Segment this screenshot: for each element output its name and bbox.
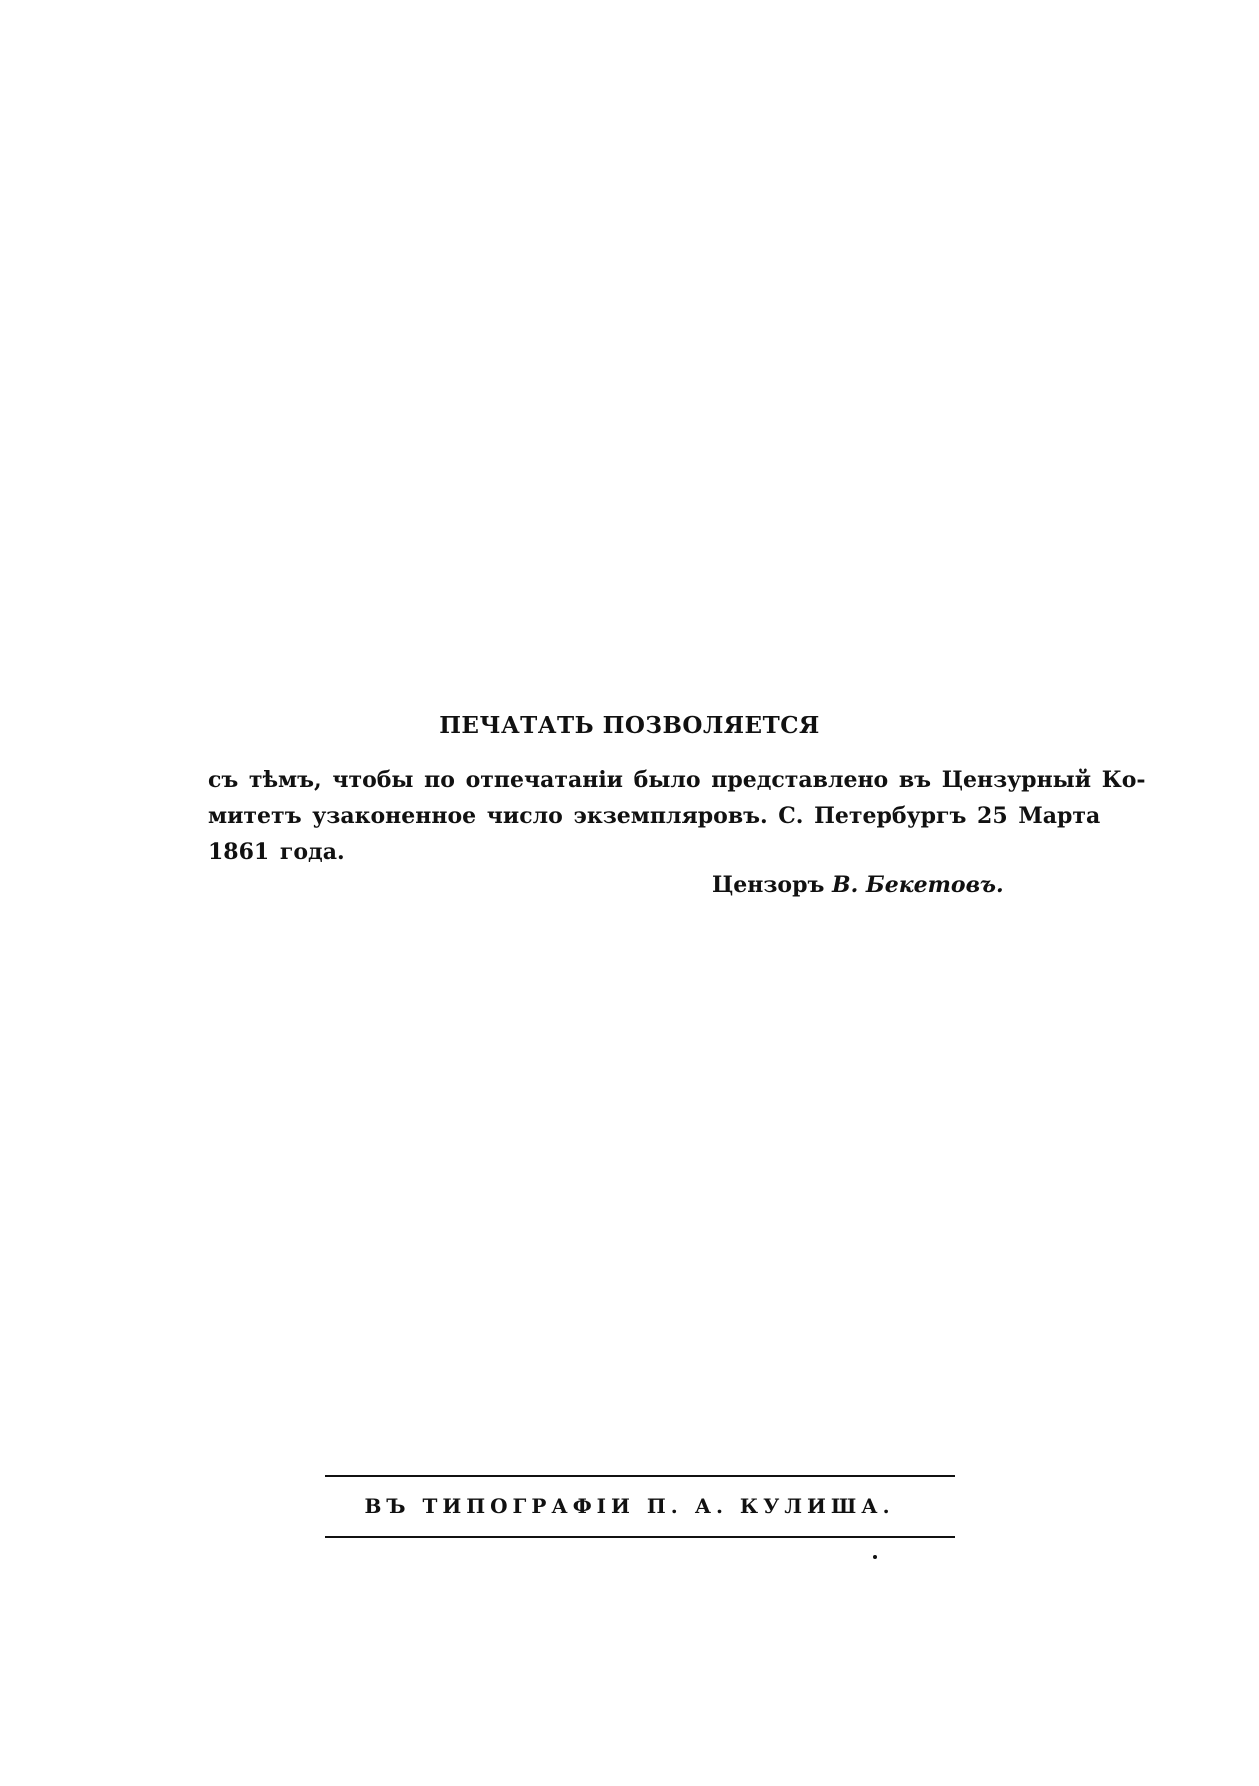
permission-line: 1861 года.	[208, 839, 345, 865]
permission-text	[208, 762, 1146, 870]
censor-name: В. Бекетовъ.	[832, 872, 1004, 898]
imprint-bottom-rule	[325, 1536, 955, 1538]
permission-line: съ тѣмъ, чтобы по отпечатаніи было представлено въ Цензурный Ко-	[208, 767, 1146, 793]
ink-speck	[873, 1555, 877, 1559]
permission-line: митетъ узаконенное число экземпляровъ. С. Петербургъ 25 Марта	[208, 803, 1101, 829]
printer-imprint: ВЪ ТИПОГРАФІИ П. А. КУЛИША.	[364, 1494, 895, 1518]
censor-title: Цензоръ	[712, 872, 825, 898]
imprint-top-rule	[325, 1475, 955, 1477]
censorship-heading: ПЕЧАТАТЬ ПОЗВОЛЯЕТСЯ	[439, 712, 820, 739]
censor-signature	[712, 872, 1004, 898]
